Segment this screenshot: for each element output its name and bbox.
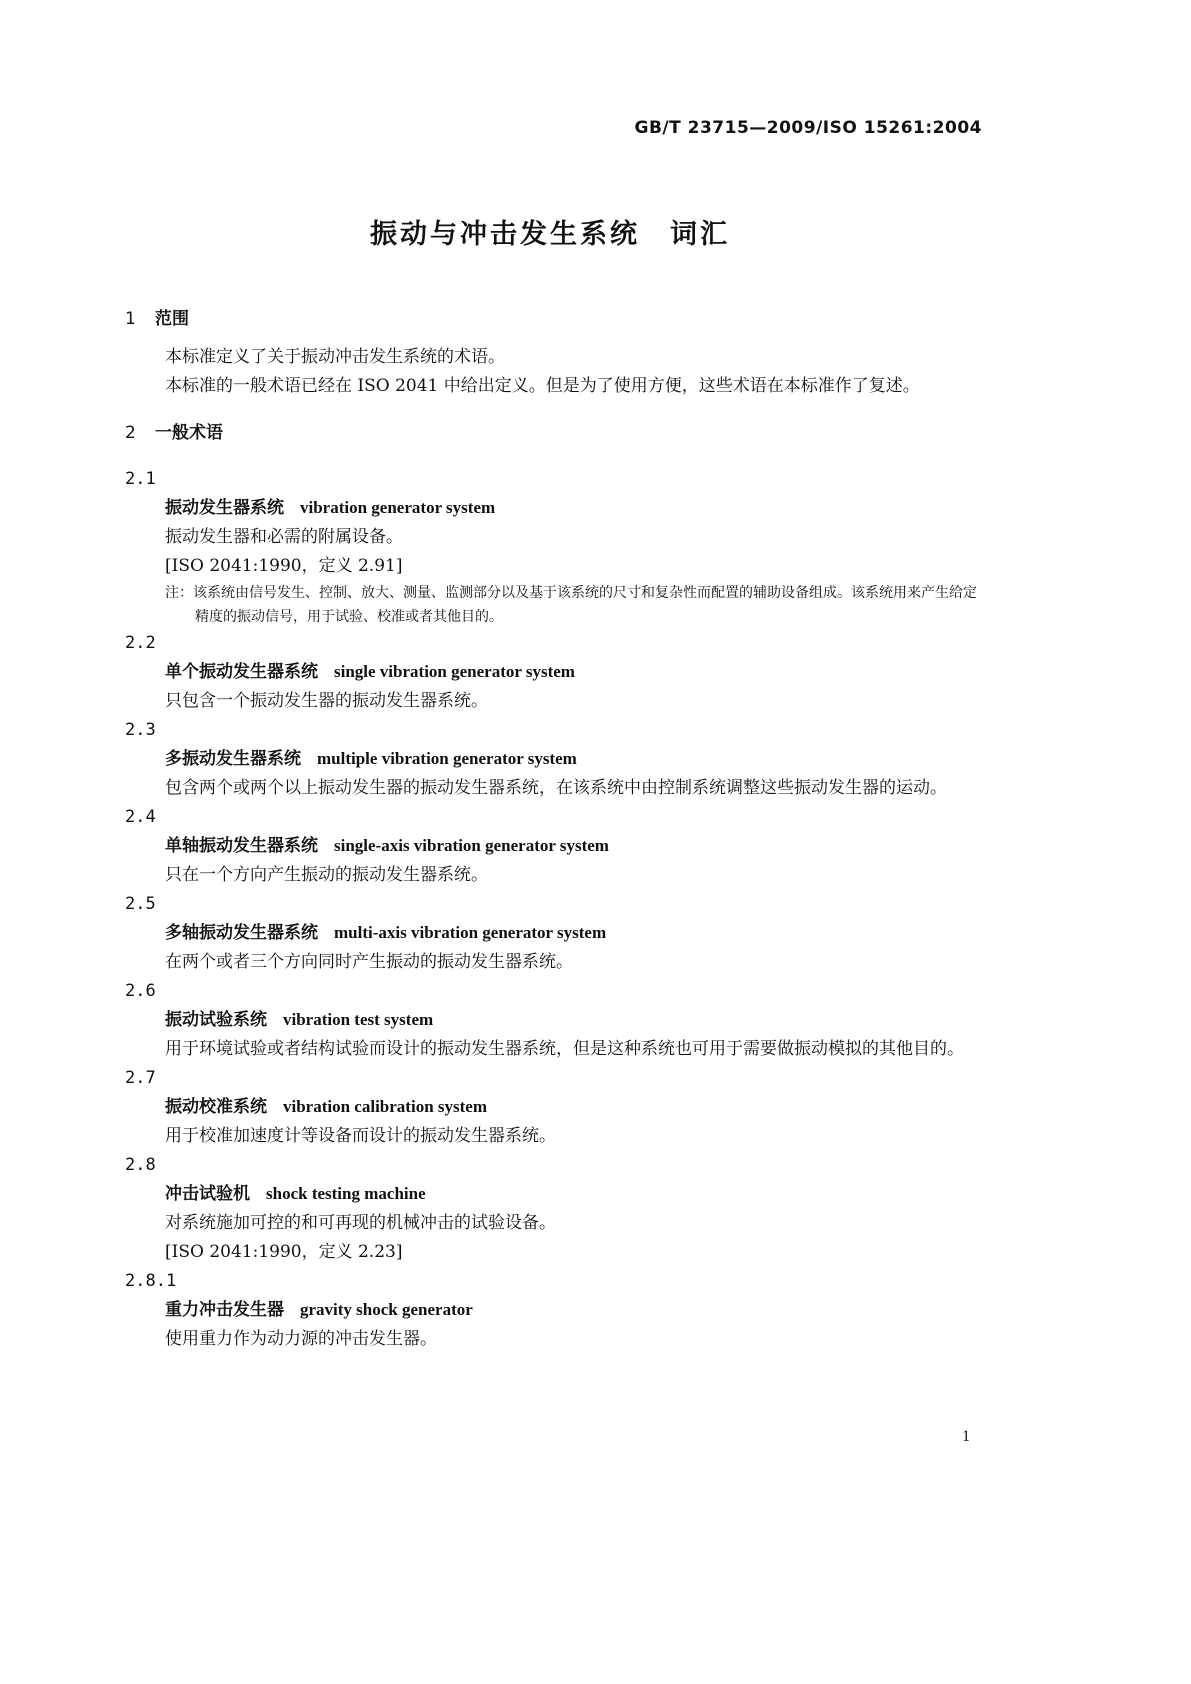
term-number: 2.4 [125, 807, 156, 827]
term-definition: 包含两个或两个以上振动发生器的振动发生器系统，在该系统中由控制系统调整这些振动发生器的运动。 [165, 778, 947, 798]
scope-paragraph: 本标准的一般术语已经在 ISO 2041 中给出定义。但是为了使用方便，这些术语在本标准作了复述。 [165, 376, 920, 396]
document-body [125, 305, 985, 1354]
term-entry [125, 716, 985, 803]
term-name [125, 918, 985, 948]
term-entry [125, 1064, 985, 1151]
term-entry [125, 465, 985, 629]
term-name [125, 744, 985, 774]
term-definition: 对系统施加可控的和可再现的机械冲击的试验设备。 [165, 1213, 556, 1233]
term-zh: 单轴振动发生器系统 [165, 836, 318, 856]
term-number: 2.5 [125, 894, 156, 914]
term-number: 2.8 [125, 1155, 156, 1175]
term-definition: 用于校准加速度计等设备而设计的振动发生器系统。 [165, 1126, 556, 1146]
term-entry [125, 803, 985, 890]
section-number: 2 [125, 423, 136, 443]
page-number: 1 [962, 1428, 970, 1445]
term-en: single-axis vibration generator system [334, 836, 609, 855]
term-definition: 用于环境试验或者结构试验而设计的振动发生器系统，但是这种系统也可用于需要做振动模拟的其他目的。 [165, 1039, 964, 1059]
term-definition: 在两个或者三个方向同时产生振动的振动发生器系统。 [165, 952, 573, 972]
term-en: vibration calibration system [283, 1097, 487, 1116]
term-entry [125, 890, 985, 977]
term-number: 2.6 [125, 981, 156, 1001]
page-title: 振动与冲击发生系统 词汇 [370, 219, 730, 250]
term-en: single vibration generator system [334, 662, 575, 681]
standard-code: GB/T 23715—2009/ISO 15261:2004 [634, 118, 982, 138]
term-en: shock testing machine [266, 1184, 426, 1203]
term-zh: 冲击试验机 [165, 1184, 250, 1204]
term-reference: [ISO 2041:1990，定义 2.23] [165, 1242, 403, 1262]
term-name [125, 493, 985, 523]
term-zh: 振动发生器系统 [165, 498, 284, 518]
term-name [125, 1179, 985, 1209]
term-name [125, 1092, 985, 1122]
section-heading-scope [125, 305, 985, 333]
term-definition: 只包含一个振动发生器的振动发生器系统。 [165, 691, 488, 711]
term-name [125, 1295, 985, 1325]
term-name [125, 1005, 985, 1035]
term-zh: 重力冲击发生器 [165, 1300, 284, 1320]
term-zh: 振动校准系统 [165, 1097, 267, 1117]
term-en: gravity shock generator [300, 1300, 473, 1319]
term-en: multiple vibration generator system [317, 749, 577, 768]
section-number: 1 [125, 309, 136, 329]
term-zh: 单个振动发生器系统 [165, 662, 318, 682]
term-number: 2.7 [125, 1068, 156, 1088]
term-entry [125, 977, 985, 1064]
term-number: 2.2 [125, 633, 156, 653]
term-entry [125, 629, 985, 716]
term-number: 2.3 [125, 720, 156, 740]
term-en: vibration test system [283, 1010, 434, 1029]
scope-paragraph: 本标准定义了关于振动冲击发生系统的术语。 [165, 347, 505, 367]
term-en: vibration generator system [300, 498, 496, 517]
term-en: multi-axis vibration generator system [334, 923, 607, 942]
section-title: 一般术语 [155, 423, 223, 443]
term-number: 2.8.1 [125, 1271, 177, 1291]
term-zh: 多振动发生器系统 [165, 749, 301, 769]
term-number: 2.1 [125, 469, 156, 489]
term-reference: [ISO 2041:1990，定义 2.91] [165, 556, 403, 576]
term-entry [125, 1151, 985, 1267]
term-name [125, 831, 985, 861]
term-zh: 振动试验系统 [165, 1010, 267, 1030]
term-name [125, 657, 985, 687]
term-definition: 振动发生器和必需的附属设备。 [165, 527, 403, 547]
term-note: 注：该系统由信号发生、控制、放大、测量、监测部分以及基于该系统的尺寸和复杂性而配置的辅助设备组成。该系统用来产生给定精度的振动信号，用于试验、校准或者其他目的。 [165, 585, 977, 625]
section-heading-general-terms [125, 419, 985, 447]
term-definition: 使用重力作为动力源的冲击发生器。 [165, 1329, 437, 1349]
term-zh: 多轴振动发生器系统 [165, 923, 318, 943]
term-entry [125, 1267, 985, 1354]
section-title: 范围 [155, 309, 189, 329]
term-definition: 只在一个方向产生振动的振动发生器系统。 [165, 865, 488, 885]
